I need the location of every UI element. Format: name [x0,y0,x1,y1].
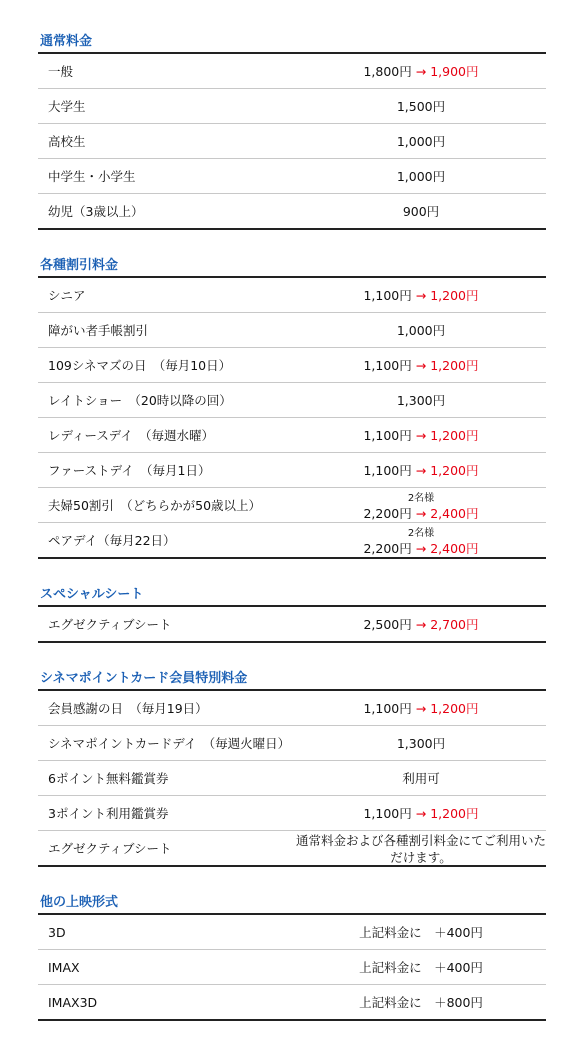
row-price: 上記料金に ＋800円 [359,995,483,1010]
row-label: エグゼクティブシート [48,841,172,856]
row-price: 1,300円 [396,393,446,408]
table-row [38,313,546,348]
row-label: エグゼクティブシート [48,617,172,632]
section-point-card [38,669,546,867]
row-price [296,62,546,80]
row-price: 1,500円 [396,99,446,114]
price-rows [38,278,546,559]
old-price: 1,100円 [363,288,412,303]
price-rows [38,691,546,867]
price-rows [38,54,546,230]
row-label: 高校生 [48,134,86,149]
arrow-icon: → [415,428,427,443]
new-price: 1,200円 [430,358,479,373]
row-price [296,615,546,633]
new-price: 1,200円 [430,428,479,443]
new-price: 1,900円 [430,64,479,79]
row-price: 1,000円 [396,169,446,184]
row-price [296,523,546,557]
section-title: 他の上映形式 [38,893,546,915]
table-row [38,348,546,383]
row-price-note: 通常料金および各種割引料金にてご利用いただけます。 [296,833,547,865]
row-label: 中学生・小学生 [48,169,136,184]
table-row [38,523,546,557]
price-note: 2名様 [407,493,435,504]
arrow-icon: → [415,617,427,632]
row-label: シニア [48,288,86,303]
table-row [38,453,546,488]
row-label: ファーストデイ （毎月1日） [48,463,211,478]
table-row [38,383,546,418]
section-spacer [0,230,580,256]
old-price: 1,100円 [363,358,412,373]
old-price: 2,200円 [363,506,412,521]
table-row [38,54,546,89]
arrow-icon: → [415,701,427,716]
table-row [38,607,546,641]
table-row [38,726,546,761]
old-price: 2,500円 [363,617,412,632]
row-label: IMAX3D [48,994,98,1010]
price-pair [296,539,546,557]
table-row [38,159,546,194]
row-price: 1,000円 [396,323,446,338]
row-label: 3D [48,924,66,940]
row-label: 109シネマズの日 （毎月10日） [48,358,232,373]
row-price [296,286,546,304]
arrow-icon: → [415,506,427,521]
new-price: 1,200円 [430,288,479,303]
old-price: 1,100円 [363,701,412,716]
row-label: 夫婦50割引 （どちらかが50歳以上） [48,498,262,513]
row-price [296,804,546,822]
table-row [38,985,546,1019]
price-rows [38,607,546,643]
arrow-icon: → [415,358,427,373]
section-special-seat [38,585,546,643]
arrow-icon: → [415,463,427,478]
row-price: 上記料金に ＋400円 [359,925,483,940]
new-price: 2,400円 [430,506,479,521]
table-row [38,761,546,796]
section-title: 各種割引料金 [38,256,546,278]
section-spacer [0,867,580,893]
table-row [38,915,546,950]
row-price: 上記料金に ＋400円 [359,960,483,975]
row-label: IMAX [48,959,80,975]
row-price: 1,000円 [396,134,446,149]
price-rows [38,915,546,1021]
table-row [38,278,546,313]
row-label: シネマポイントカードデイ （毎週火曜日） [48,736,291,751]
table-row [38,950,546,985]
price-pair [296,504,546,522]
old-price: 2,200円 [363,541,412,556]
section-title: シネマポイントカード会員特別料金 [38,669,546,691]
row-price: 900円 [402,204,440,219]
section-discounts [38,256,546,559]
table-row [38,418,546,453]
new-price: 1,200円 [430,463,479,478]
row-label: 会員感謝の日 （毎月19日） [48,701,208,716]
row-price [296,488,546,522]
section-formats [38,893,546,1021]
row-label: 6ポイント無料鑑賞券 [48,771,169,786]
old-price: 1,100円 [363,428,412,443]
table-row [38,488,546,523]
arrow-icon: → [415,288,427,303]
row-label: 障がい者手帳割引 [48,323,149,338]
arrow-icon: → [415,806,427,821]
row-label: レイトショー （20時以降の回） [48,393,232,408]
row-price [296,699,546,717]
section-title: スペシャルシート [38,585,546,607]
section-title: 通常料金 [38,32,546,54]
table-row [38,89,546,124]
row-label: 幼児（3歳以上） [48,204,144,219]
row-label: ペアデイ（毎月22日） [48,533,176,548]
section-spacer [0,559,580,585]
arrow-icon: → [415,541,427,556]
new-price: 2,400円 [430,541,479,556]
table-row [38,194,546,228]
table-row [38,831,546,865]
new-price: 2,700円 [430,617,479,632]
old-price: 1,100円 [363,463,412,478]
row-price [296,356,546,374]
section-regular [38,32,546,230]
arrow-icon: → [415,64,427,79]
old-price: 1,100円 [363,806,412,821]
table-row [38,796,546,831]
row-price [296,461,546,479]
row-price: 利用可 [402,771,440,786]
new-price: 1,200円 [430,701,479,716]
new-price: 1,200円 [430,806,479,821]
section-spacer [0,643,580,669]
price-note: 2名様 [407,528,435,539]
row-price: 1,300円 [396,736,446,751]
old-price: 1,800円 [363,64,412,79]
row-label: 3ポイント利用鑑賞券 [48,806,169,821]
row-label: 一般 [48,64,74,79]
row-price [296,426,546,444]
table-row [38,124,546,159]
row-label: 大学生 [48,99,86,114]
row-label: レディースデイ （毎週水曜） [48,428,215,443]
table-row [38,691,546,726]
